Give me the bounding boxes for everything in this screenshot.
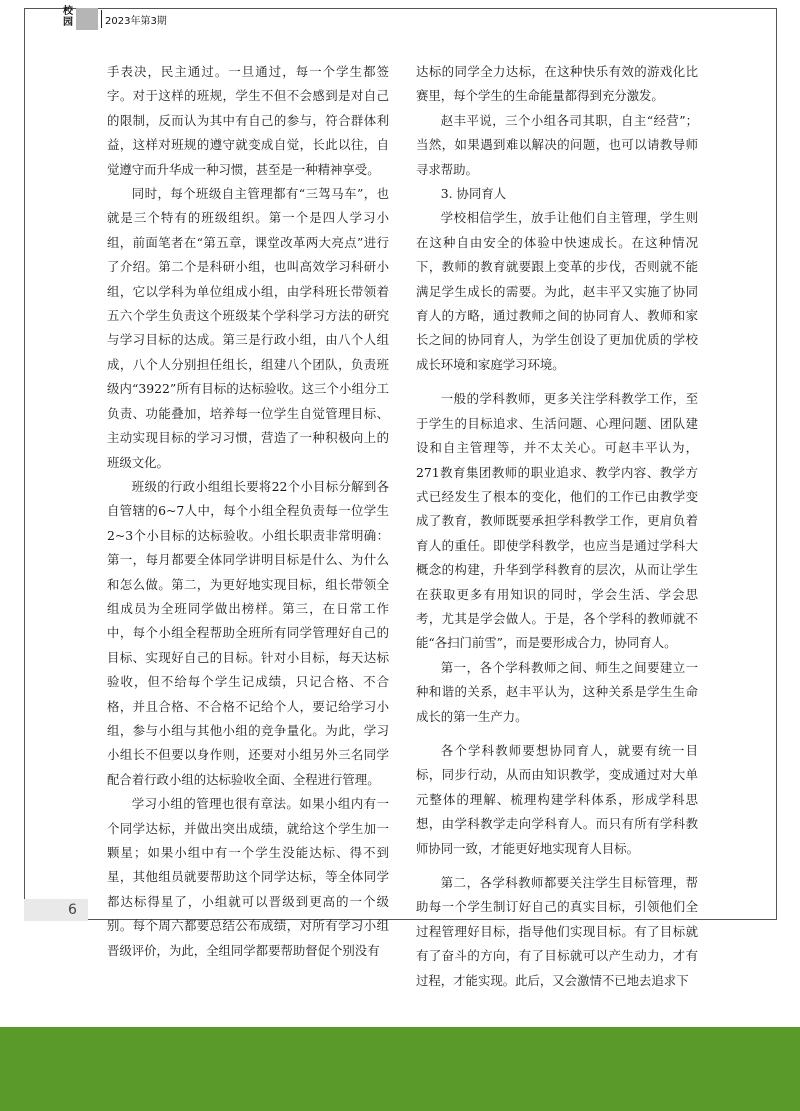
bottom-color-band xyxy=(0,1027,800,1111)
page-number: 6 xyxy=(68,902,77,918)
right-column xyxy=(416,60,698,993)
header-divider xyxy=(101,10,102,28)
paragraph: 第一，各个学科教师之间、师生之间要建立一种和谐的关系，赵丰平认为，这种关系是学生生命成长的第一生产力。 xyxy=(416,659,698,724)
paragraph: 学习小组的管理也很有章法。如果小组内有一个同学达标，并做出突出成绩，就给这个学生加一颗星；如果小组中有一个学生没能达标、得不到星，其他组员就要帮助这个同学达标，等全体同学都达标得星了，小组就可以晋级到更高的一个级别。每个周六都要总结公布成绩，对所有学习小组晋级评价，为此，全组同学都要帮助督促个别没有 xyxy=(107,796,389,958)
logo-block xyxy=(76,8,98,30)
paragraph: 学校相信学生，放手让他们自主管理，学生则在这种自由安全的体验中快速成长。在这种情况下，教师的教育就要跟上变革的步伐，否则就不能满足学生成长的需要。为此，赵丰平又实施了协同育人的方略，通过教师之间的协同育人、教师和家长之间的协同育人，为学生创设了更加优质的学校成长环境和家庭学习环境。 xyxy=(416,210,698,372)
logo-text: 校园 xyxy=(63,6,73,28)
paragraph: 手表决，民主通过。一旦通过，每一个学生都签字。对于这样的班规，学生不但不会感到是对自己的限制，反而认为其中有自己的参与，符合群体利益，这样对班规的遵守就变成自觉，长此以往，自觉遵守而升华成一种习惯，甚至是一种精神享受。 xyxy=(107,64,389,177)
paragraph: 赵丰平说，三个小组各司其职，自主“经营”；当然，如果遇到难以解决的问题，也可以请教导师寻求帮助。 xyxy=(416,112,698,177)
paragraph: 各个学科教师要想协同育人，就要有统一目标，同步行动，从而由知识教学，变成通过对大单元整体的理解、梳理构建学科体系，形成学科思想，由学科教学走向学科育人。而只有所有学科教师协同一致，才能更好地实现育人目标。 xyxy=(416,742,698,856)
magazine-logo xyxy=(60,6,100,30)
paragraph: 同时，每个班级自主管理都有“三驾马车”，也就是三个特有的班级组织。第一个是四人学习小组，前面笔者在“第五章，课堂改革两大亮点”进行了介绍。第二个是科研小组，也叫高效学习科研小组，它以学科为单位组成小组，由学科班长带领着五六个学生负责这个班级某个学科学习方法的研究与学习目标的达成。第三是行政小组，由八个人组成，八个人分别担任组长，组建八个团队，负责班级内“3922”所有目标的达标验收。这三个小组分工负责、功能叠加，培养每一位学生自觉管理目标、主动实现目标的学习习惯，营造了一种积极向上的班级文化。 xyxy=(107,186,389,470)
page-number-tab xyxy=(24,899,88,921)
paragraph: 班级的行政小组组长要将22个小目标分解到各自管辖的6~7人中，每个小组全程负责每一位学生2~3个小目标的达标验收。小组长职责非常明确：第一，每月都要全体同学讲明目标是什么、为什么和怎么做。第二，为更好地实现目标，组长带领全组成员为全班同学做出榜样。第三，在日常工作中，每个小组全程帮助全班所有同学管理好自己的目标、实现好自己的目标。针对小目标，每天达标验收，但不给每个学生记成绩，只记合格、不合格，并且合格、不合格不记给个人，要记给学习小组，参与小组与其他小组的竞争量化。为此，学习小组长不但要以身作则，还要对小组另外三名同学配合着行政小组的达标验收全面、全程进行管理。 xyxy=(107,478,389,787)
paragraph: 一般的学科教师，更多关注学科教学工作，至于学生的目标追求、生活问题、心理问题、团队建设和自主管理等，并不太关心。可赵丰平认为，271教育集团教师的职业追求、教学内容、教学方式已经发生了根本的变化，他们的工作已由教学变成了教育，教师既要承担学科教学工作，更肩负着育人的重任。即使学科教学，也应当是通过学科大概念的构建，升华到学科教育的层次，从而让学生在获取更多有用知识的同时，学会生活、学会思考，尤其是学会做人。于是，各个学科的教师就不能“各扫门前雪”，而是要形成合力，协同育人。 xyxy=(416,391,698,651)
paragraph: 达标的同学全力达标，在这种快乐有效的游戏化比赛里，每个学生的生命能量都得到充分激发。 xyxy=(416,64,698,104)
paragraph: 第二，各学科教师都要关注学生目标管理，帮助每一个学生制订好自己的真实目标，引领他们全过程管理好目标，指导他们实现目标。有了目标就有了奋斗的方向，有了目标就可以产生动力，才有过程，才能实现。此后，又会激情不已地去追求下 xyxy=(416,875,698,988)
left-column xyxy=(107,60,389,963)
issue-label: 2023年第3期 xyxy=(105,16,167,27)
section-heading: 3. 协同育人 xyxy=(440,186,507,202)
